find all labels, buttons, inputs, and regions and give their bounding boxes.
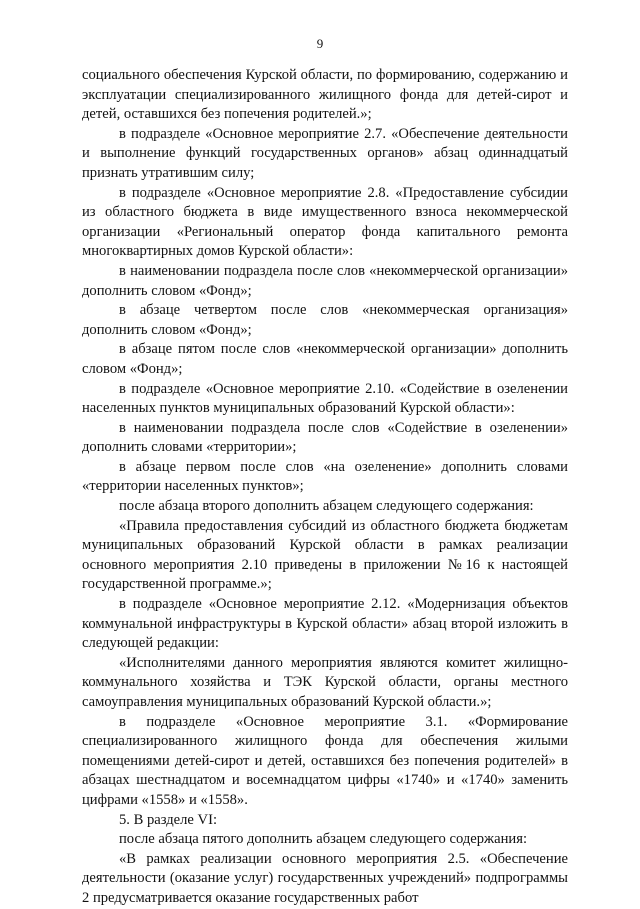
paragraph: в абзаце четвертом после слов «некоммерческая организация» дополнить словом «Фонд»; <box>82 302 568 338</box>
paragraph: 5. В разделе VI: <box>119 811 218 828</box>
paragraph: в подразделе «Основное мероприятие 3.1. «Формирование специализированного жилищного фонда для обеспечения жилыми помещениями детей-сирот и детей, оставшихся без попечения родителей» в абзацах шестнадцатом и восемнадцатом цифры «1740» и «1740» заменить цифрами «1558» и «1558». <box>82 713 568 808</box>
page-number: 9 <box>316 36 324 51</box>
paragraph: в наименовании подраздела после слов «Содействие в озеленении» дополнить словами «территории»; <box>82 419 568 456</box>
paragraph: «Исполнителями данного мероприятия являются комитет жилищно-коммунального хозяйства и ТЭК Курской области, органы местного самоуправления муниципальных образований Курской области.»; <box>82 654 568 710</box>
document-body <box>82 66 568 909</box>
paragraph: в абзаце пятом после слов «некоммерческой организации» дополнить словом «Фонд»; <box>82 341 568 377</box>
paragraph: «Правила предоставления субсидий из областного бюджета бюджетам муниципальных образований Курской области в рамках реализации основного мероприятия 2.10 приведены в приложении №16 к настоящей государственной программе.»; <box>82 517 568 593</box>
paragraph: после абзаца второго дополнить абзацем следующего содержания: <box>119 498 534 515</box>
paragraph: в подразделе «Основное мероприятие 2.10. «Содействие в озеленении населенных пунктов муниципальных образований Курской области»: <box>82 380 568 417</box>
paragraph: «В рамках реализации основного мероприятия 2.5. «Обеспечение деятельности (оказание услуг) государственных учреждений» подпрограммы 2 предусматривается оказание государственных работ <box>82 850 568 906</box>
paragraph: в подразделе «Основное мероприятие 2.12. «Модернизация объектов коммунальной инфраструктуры в Курской области» абзац второй изложить в следующей редакции: <box>82 596 568 652</box>
paragraph: в абзаце первом после слов «на озеленение» дополнить словами «территории населенных пунктов»; <box>82 458 568 495</box>
paragraph: в подразделе «Основное мероприятие 2.8. «Предоставление субсидии из областного бюджета в виде имущественного взноса некоммерческой организации «Региональный оператор фонда капитального ремонта многоквартирных домов Курской области»: <box>82 184 568 260</box>
paragraph: после абзаца пятого дополнить абзацем следующего содержания: <box>119 831 527 848</box>
paragraph: в наименовании подраздела после слов «некоммерческой организации» дополнить словом «Фонд»; <box>82 262 568 299</box>
paragraph: в подразделе «Основное мероприятие 2.7. «Обеспечение деятельности и выполнение функций государственных органов» абзац одиннадцатый признать утратившим силу; <box>82 125 568 181</box>
paragraph: социального обеспечения Курской области, по формированию, содержанию и эксплуатации специализированного жилищного фонда для детей-сирот и детей, оставшихся без попечения родителей.»; <box>82 67 568 123</box>
